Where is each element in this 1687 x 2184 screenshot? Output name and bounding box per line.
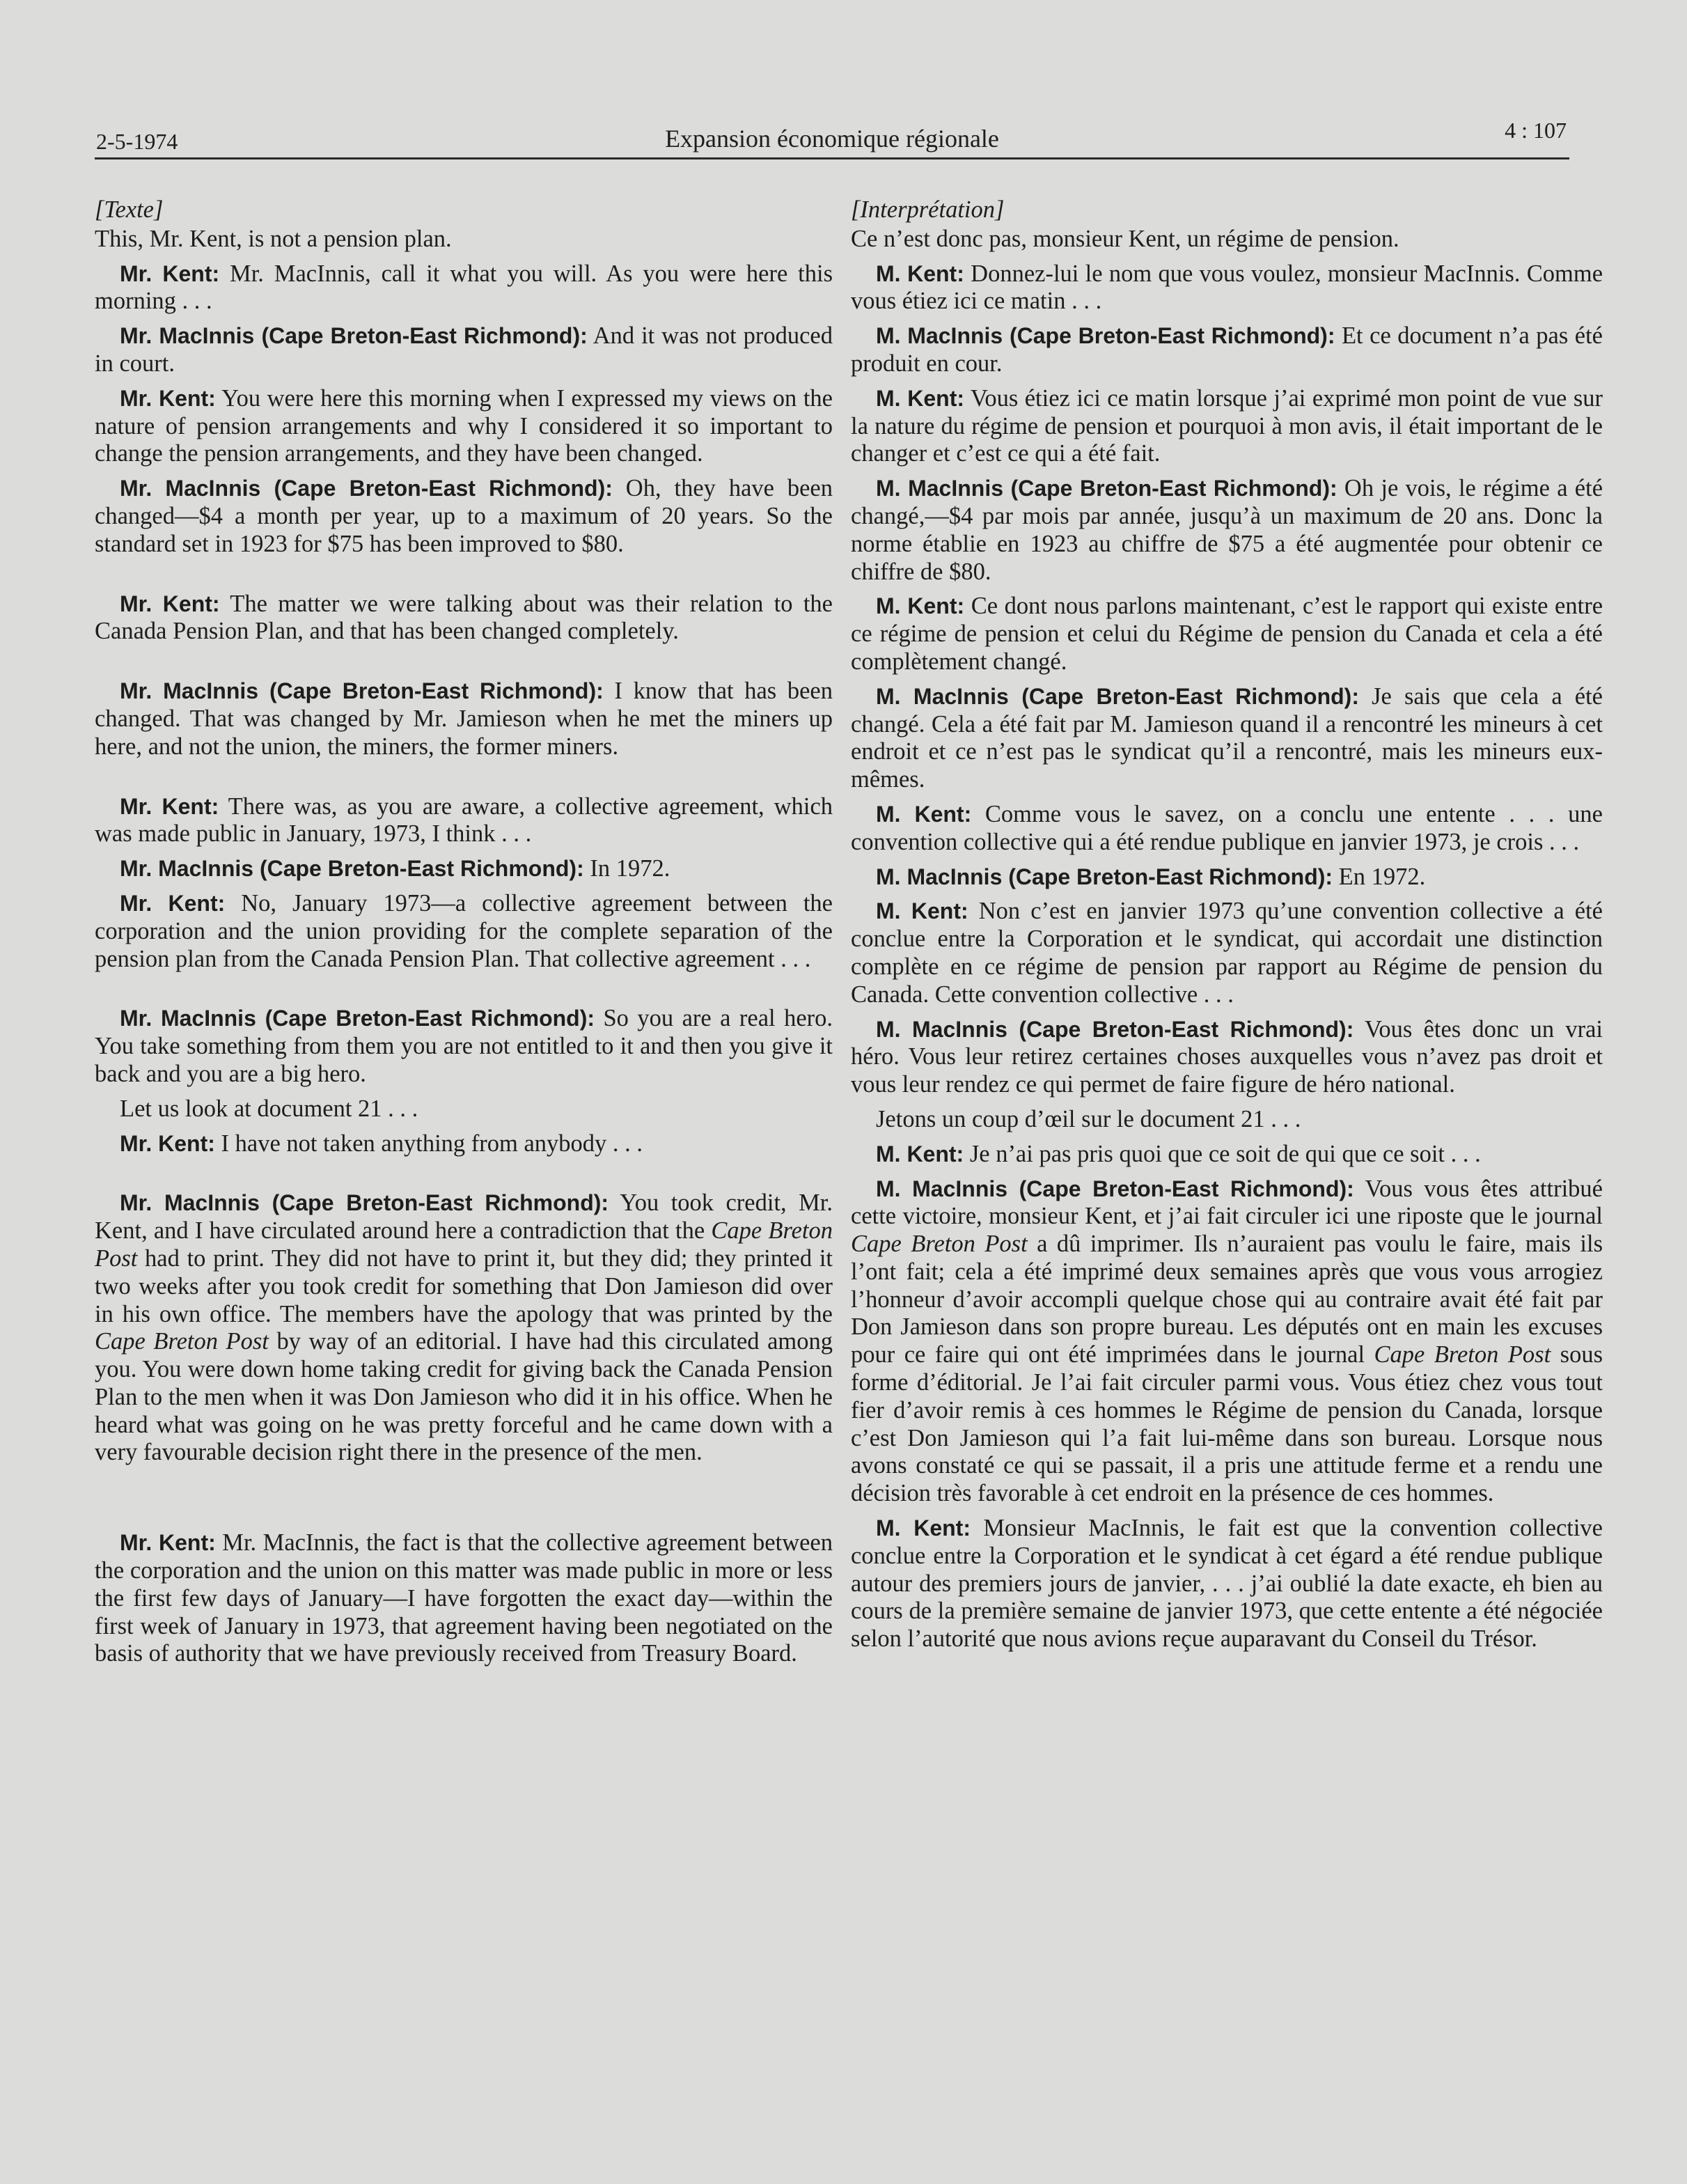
speaker-name: M. MacInnis (Cape Breton-East Richmond): — [876, 683, 1359, 709]
speaker-name: Mr. MacInnis (Cape Breton-East Richmond): — [120, 1006, 595, 1031]
paragraph-text: Ce dont nous parlons maintenant, c’est le rapport qui existe entre ce régime de pension et celui du Régime de pension du Canada et cela a été complètement changé. — [851, 593, 1603, 675]
speaker-name: Mr. MacInnis (Cape Breton-East Richmond): — [120, 476, 613, 501]
paragraph-text: Oh je vois, le régime a été changé,—$4 par mois par année, jusqu’à un maximum de 20 ans. Donc la norme établie en 1923 au chiffre de $75 a été augmentée pour obtenir ce chiffre de $80. — [851, 475, 1603, 585]
speaker-name: M. MacInnis (Cape Breton-East Richmond): — [876, 1016, 1354, 1042]
paragraph-text: So you are a real hero. You take something from them you are not entitled to it and then you give it back and you are a big hero. — [95, 1005, 833, 1087]
speaker-name: M. Kent: — [876, 1141, 964, 1167]
paragraph — [95, 385, 833, 468]
paragraph — [95, 1529, 833, 1668]
paragraph — [95, 475, 833, 558]
paragraph-text: Non c’est en janvier 1973 qu’une convention collective a été conclue entre la Corporation et le syndicat, qui accordait une distinction complète en ce régime de pension par rapport au Régime de pension du Canada. Cette convention collective . . . — [851, 898, 1603, 1008]
paragraph — [851, 475, 1603, 586]
paragraph — [95, 591, 833, 646]
speaker-name: M. Kent: — [876, 1515, 971, 1541]
paragraph — [851, 1515, 1603, 1653]
paragraph-text: Oh, they have been changed—$4 a month per year, up to a maximum of 20 years. So the standard set in 1923 for $75 has been improved to $80. — [95, 475, 833, 557]
paragraph-text: Monsieur MacInnis, le fait est que la convention collective conclue entre la Corporation et le syndicat à cet égard a été rendue publique autour des premiers jours de janvier, . . . j’ai oublié la date exacte, eh bien au cours de la première semaine de janvier 1973, que cette entente a été négociée selon l’autorité que nous avions reçue auparavant du Conseil du Trésor. — [851, 1515, 1603, 1653]
paragraph-text: Mr. MacInnis, the fact is that the collective agreement between the corporation and the union on this matter was made public in more or less the first few days of January—I have forgotten the exact day—within the first week of January in 1973, that agreement having been negotiated on the basis of authority that we have previously received from Treasury Board. — [95, 1529, 833, 1667]
paragraph — [851, 1016, 1603, 1099]
paragraph — [851, 898, 1603, 1008]
speaker-name: Mr. MacInnis (Cape Breton-East Richmond): — [120, 856, 584, 882]
paragraph — [95, 793, 833, 849]
french-column — [851, 196, 1603, 1660]
paragraph — [851, 1141, 1603, 1169]
paragraph — [95, 260, 833, 316]
paragraph-text: You took credit, Mr. Kent, and I have circulated around here a contradiction that the — [95, 1190, 833, 1245]
paragraph-text: had to print. They did not have to print it, but they did; they printed it two weeks after you took credit for something that Don Jamieson did over in his own office. The members have the apology that was printed by the — [95, 1245, 833, 1327]
paragraph-text: And it was not produced in court. — [95, 322, 833, 377]
speaker-name: Mr. Kent: — [120, 793, 219, 819]
speaker-name: Mr. Kent: — [120, 591, 220, 616]
page-header — [95, 102, 1569, 159]
paragraph — [95, 855, 833, 883]
section-tag: [Interprétation] — [851, 196, 1005, 223]
speaker-name: M. MacInnis (Cape Breton-East Richmond): — [876, 323, 1335, 349]
paragraph-text: Vous êtes donc un vrai héro. Vous leur retirez certaines choses auxquelles vous n’avez pas droit et vous leur rendez ce qui permet de faire figure de héro national. — [851, 1015, 1603, 1098]
paragraph-text: En 1972. — [1333, 863, 1426, 890]
paragraph-text: The matter we were talking about was their relation to the Canada Pension Plan, and that has been changed completely. — [95, 590, 833, 645]
paragraph — [851, 864, 1603, 891]
paragraph-text: Vous étiez ici ce matin lorsque j’ai exprimé mon point de vue sur la nature du régime de pension et pourquoi à mon avis, il était important de le changer et c’est ce qui a été fait. — [851, 384, 1603, 467]
paragraph — [851, 1176, 1603, 1508]
paragraph — [95, 322, 833, 378]
paragraph — [95, 1130, 833, 1158]
speaker-name: Mr. Kent: — [120, 260, 220, 286]
paragraph-text: I have not taken anything from anybody . . . — [214, 1130, 643, 1157]
paragraph-text: by way of an editorial. I have had this circulated among you. You were down home taking credit for giving back the Canada Pension Plan to the men when it was Don Jamieson who did it in his office. When he heard what was going on he was pretty forceful and he came down with a very favourable decision right there in the presence of the men. — [95, 1328, 833, 1466]
speaker-name: M. Kent: — [876, 260, 964, 286]
newspaper-name: Cape Breton Post — [95, 1217, 833, 1272]
speaker-name: Mr. Kent: — [120, 385, 216, 411]
speaker-name: M. MacInnis (Cape Breton-East Richmond): — [876, 864, 1333, 889]
paragraph — [851, 801, 1603, 857]
speaker-name: M. Kent: — [876, 385, 965, 411]
paragraph: Ce n’est donc pas, monsieur Kent, un régime de pension. — [851, 225, 1399, 252]
newspaper-name: Cape Breton Post — [851, 1231, 1028, 1258]
paragraph-text: Je sais que cela a été changé. Cela a été fait par M. Jamieson quand il a rencontré les mineurs à cet endroit et ce n’est pas le syndicat qu’il a rencontré, mais les mineurs eux-mêmes. — [851, 682, 1603, 793]
paragraph-text: a dû imprimer. Ils n’auraient pas voulu le faire, mais ils l’ont fait; cela a été imprimé deux semaines après que vous vous arrogiez l’honneur d’avoir accompli quelque chose qui au contraire avait été fait par Don Jamieson dans son propre bureau. Les députés ont en main les excuses pour ce faire qui ont été imprimées dans le journal — [851, 1231, 1603, 1368]
paragraph — [95, 890, 833, 973]
speaker-name: Mr. Kent: — [120, 1130, 215, 1156]
paragraph: Jetons un coup d’œil sur le document 21 . . . — [876, 1105, 1301, 1132]
paragraph — [95, 1190, 833, 1467]
paragraph — [95, 1005, 833, 1088]
speaker-name: M. Kent: — [876, 898, 968, 924]
section-tag: [Texte] — [95, 196, 164, 223]
speaker-name: M. Kent: — [876, 801, 972, 827]
paragraph-text: Mr. MacInnis, call it what you will. As you were here this morning . . . — [95, 260, 833, 315]
paragraph — [851, 322, 1603, 378]
paragraph — [851, 683, 1603, 794]
paragraph-text: Et ce document n’a pas été produit en cour. — [851, 322, 1603, 377]
english-column — [95, 196, 833, 1675]
speaker-name: M. MacInnis (Cape Breton-East Richmond): — [876, 476, 1337, 501]
paragraph-text: Vous vous êtes attribué cette victoire, monsieur Kent, et j’ai fait circuler ici une riposte que le journal — [851, 1175, 1603, 1230]
speaker-name: Mr. MacInnis (Cape Breton-East Richmond): — [120, 1190, 609, 1216]
paragraph-text: There was, as you are aware, a collective agreement, which was made public in January, 1973, I think . . . — [95, 793, 833, 848]
header-page-number: 4 : 107 — [1505, 118, 1567, 143]
header-date: 2-5-1974 — [96, 129, 178, 154]
paragraph-text: Comme vous le savez, on a conclu une entente . . . une convention collective qui a été rendue publique en janvier 1973, je crois . . . — [851, 800, 1603, 855]
paragraph — [95, 678, 833, 760]
paragraph-text: Donnez-lui le nom que vous voulez, monsieur MacInnis. Comme vous étiez ici ce matin . . . — [851, 260, 1603, 315]
speaker-name: Mr. MacInnis (Cape Breton-East Richmond): — [120, 323, 588, 349]
paragraph: This, Mr. Kent, is not a pension plan. — [95, 225, 452, 252]
paragraph-text: You were here this morning when I expressed my views on the nature of pension arrangements and why I considered it so important to change the pension arrangements, and they have been changed. — [95, 384, 833, 467]
speaker-name: M. Kent: — [876, 593, 965, 619]
paragraph — [851, 385, 1603, 468]
newspaper-name: Cape Breton Post — [95, 1328, 269, 1355]
paragraph — [851, 593, 1603, 676]
speaker-name: Mr. MacInnis (Cape Breton-East Richmond): — [120, 678, 604, 704]
paragraph-text: I know that has been changed. That was changed by Mr. Jamieson when he met the miners up here, and not the union, the miners, the former miners. — [95, 678, 833, 760]
speaker-name: Mr. Kent: — [120, 890, 226, 916]
speaker-name: Mr. Kent: — [120, 1530, 216, 1556]
paragraph-text: Je n’ai pas pris quoi que ce soit de qui que ce soit . . . — [964, 1140, 1481, 1167]
paragraph-text: sous forme d’éditorial. Je l’ai fait circuler parmi vous. Vous étiez chez vous tout fier d’avoir remis à ces hommes le Régime de pension du Canada, lorsque c’est Don Jamieson qui l’a fait lui-même dans son bureau. Lorsque nous avons constaté ce qui se passait, il a pris une attitude ferme et a rendu une décision très favorable à cet endroit en la présence de ces hommes. — [851, 1341, 1603, 1507]
newspaper-name: Cape Breton Post — [1374, 1341, 1551, 1368]
paragraph-text: No, January 1973—a collective agreement between the corporation and the union providing for the complete separation of the pension plan from the Canada Pension Plan. That collective agreement . . . — [95, 889, 833, 972]
paragraph-text: In 1972. — [583, 855, 670, 882]
paragraph — [851, 260, 1603, 316]
header-title: Expansion économique régionale — [665, 125, 999, 153]
speaker-name: M. MacInnis (Cape Breton-East Richmond): — [876, 1176, 1354, 1201]
paragraph: Let us look at document 21 . . . — [120, 1095, 418, 1122]
